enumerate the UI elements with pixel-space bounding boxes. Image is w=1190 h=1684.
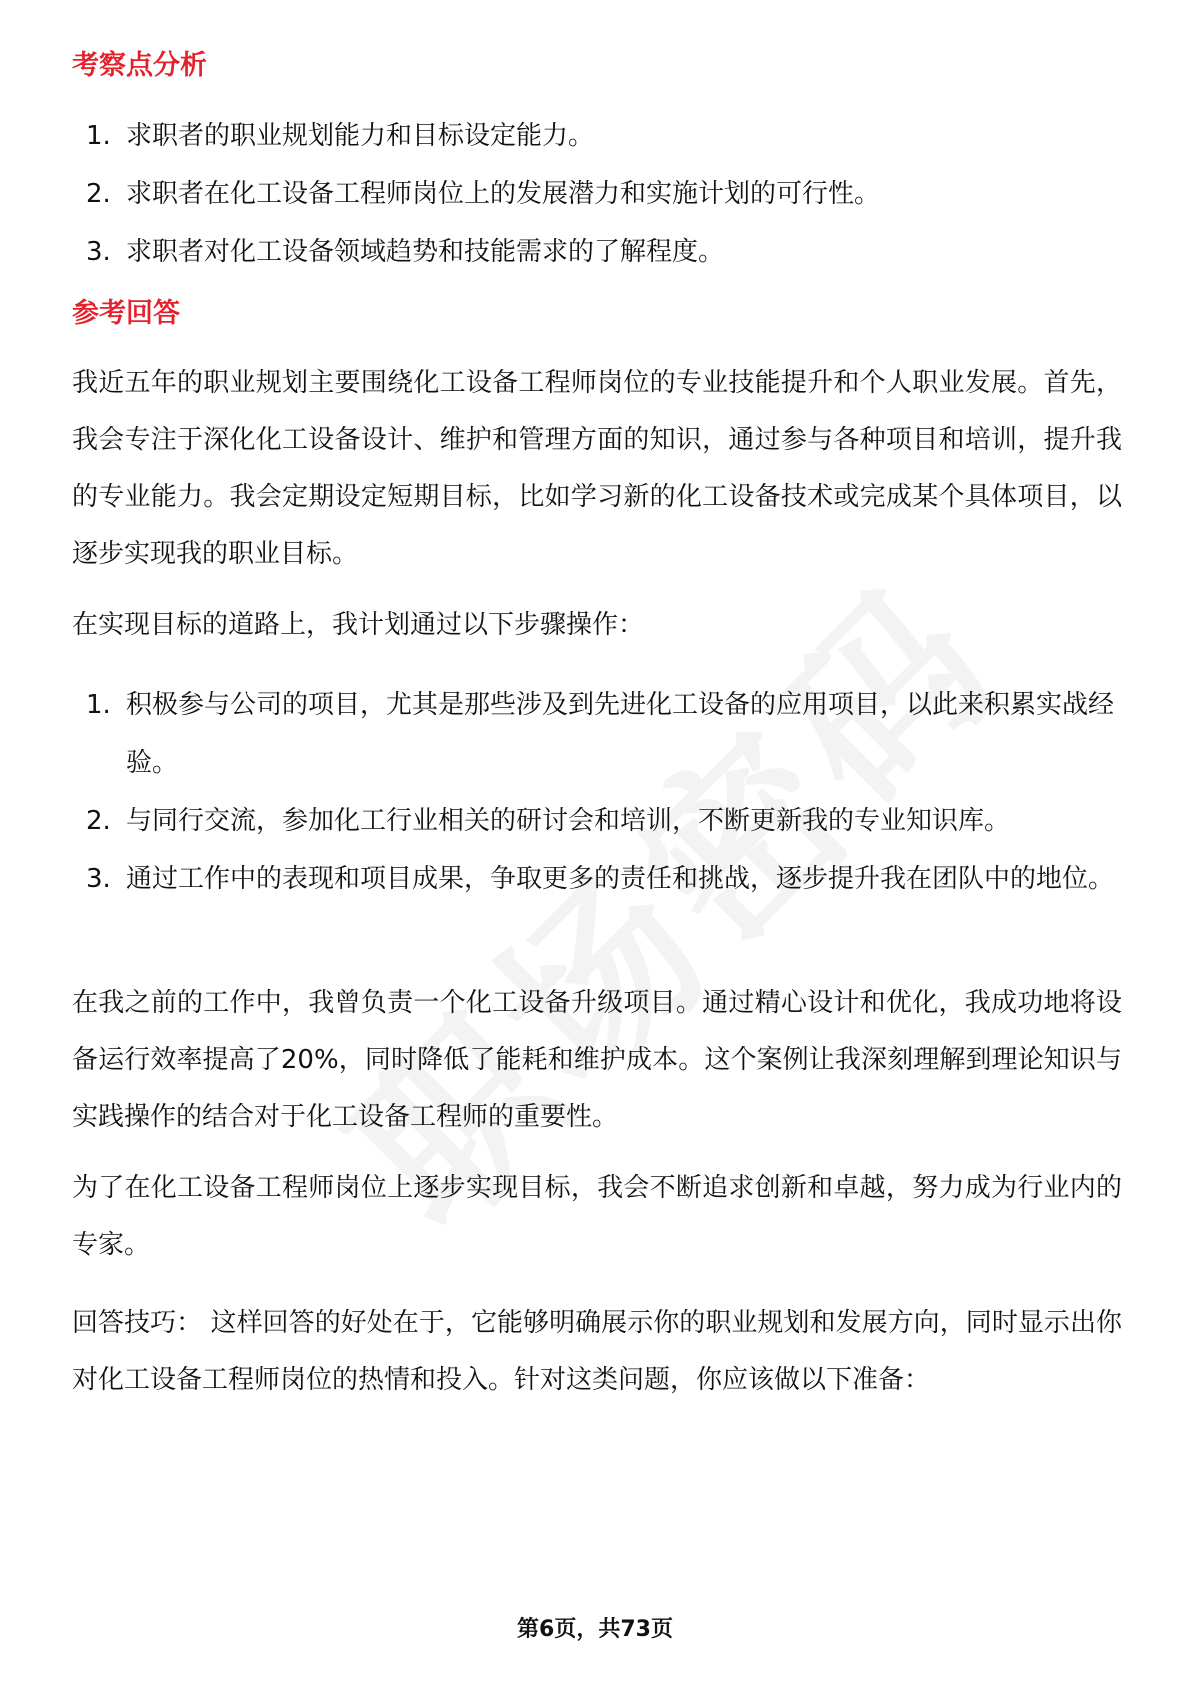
answer-paragraph: 在我之前的工作中，我曾负责一个化工设备升级项目。通过精心设计和优化，我成功地将设备运行效率提高了20%，同时降低了能耗和维护成本。这个案例让我深刻理解到理论知识与实践操作的结合对于化工设备工程师的重要性。 (72, 988, 1122, 1132)
analysis-list (72, 107, 1122, 281)
list-number: 1. (86, 690, 111, 720)
list-item-text: 求职者在化工设备工程师岗位上的发展潜力和实施计划的可行性。 (126, 179, 881, 209)
list-item (72, 107, 1122, 165)
answer-paragraph: 为了在化工设备工程师岗位上逐步实现目标，我会不断追求创新和卓越，努力成为行业内的专家。 (72, 1173, 1122, 1260)
page-number: 第6页，共73页 (517, 1617, 673, 1642)
steps-list (72, 676, 1122, 908)
list-item-text: 通过工作中的表现和项目成果，争取更多的责任和挑战，逐步提升我在团队中的地位。 (126, 864, 1115, 894)
answer-paragraph: 在实现目标的道路上，我计划通过以下步骤操作： (72, 610, 645, 640)
list-item-text: 与同行交流，参加化工行业相关的研讨会和培训，不断更新我的专业知识库。 (126, 806, 1011, 836)
list-item (72, 223, 1122, 281)
list-item (72, 676, 1122, 792)
list-item-text: 积极参与公司的项目，尤其是那些涉及到先进化工设备的应用项目，以此来积累实战经验。 (126, 690, 1115, 778)
list-item-text: 求职者的职业规划能力和目标设定能力。 (126, 121, 595, 151)
list-item (72, 850, 1122, 908)
list-number: 1. (86, 121, 111, 151)
answer-paragraph: 我近五年的职业规划主要围绕化工设备工程师岗位的专业技能提升和个人职业发展。首先，我会专注于深化化工设备设计、维护和管理方面的知识，通过参与各种项目和培训，提升我的专业能力。我会定期设定短期目标，比如学习新的化工设备技术或完成某个具体项目，以逐步实现我的职业目标。 (72, 368, 1122, 569)
analysis-heading: 考察点分析 (72, 50, 207, 81)
list-number: 3. (86, 237, 111, 267)
list-item (72, 792, 1122, 850)
list-item-text: 求职者对化工设备领域趋势和技能需求的了解程度。 (126, 237, 725, 267)
list-item (72, 165, 1122, 223)
tips-paragraph: 回答技巧： 这样回答的好处在于，它能够明确展示你的职业规划和发展方向，同时显示出你对化工设备工程师岗位的热情和投入。针对这类问题，你应该做以下准备： (72, 1308, 1122, 1395)
answer-heading: 参考回答 (72, 298, 180, 329)
list-number: 2. (86, 179, 111, 209)
list-number: 3. (86, 864, 111, 894)
list-number: 2. (86, 806, 111, 836)
